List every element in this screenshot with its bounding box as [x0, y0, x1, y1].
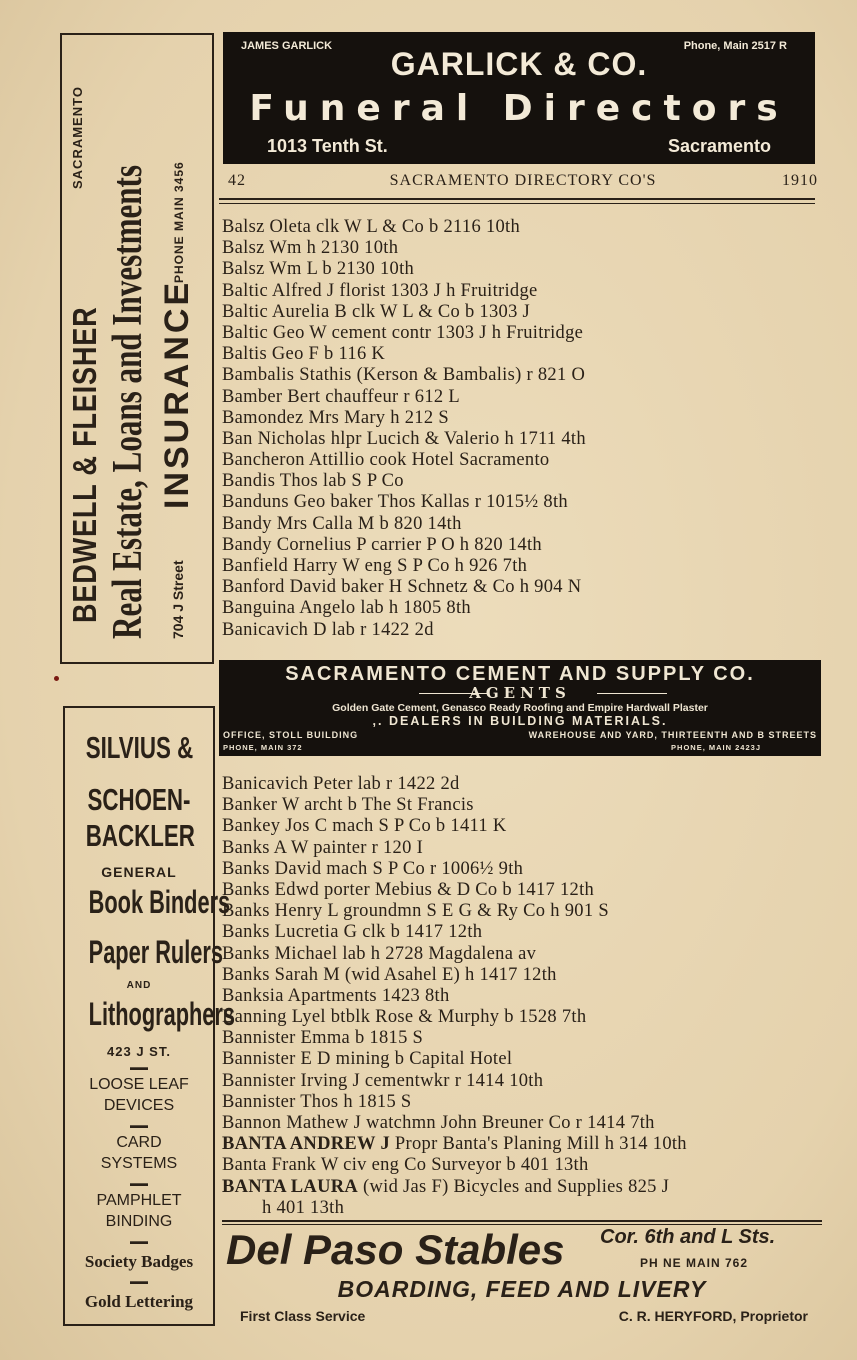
directory-entry: Banker W archt b The St Francis: [222, 795, 474, 816]
bedwell-title: BEDWELL & FLEISHER: [66, 306, 103, 623]
page-number: 42: [228, 172, 246, 189]
garlick-city: Sacramento: [667, 136, 771, 156]
sacramento-cement-ad: [219, 660, 821, 756]
silvius-book-binders: Book Binders: [88, 884, 231, 920]
page-year: 1910: [782, 172, 818, 189]
bedwell-phone: PHONE MAIN 3456: [172, 160, 186, 283]
silvius-name-1: SILVIUS &: [85, 730, 194, 765]
silvius-divider: ▬▬: [130, 1062, 148, 1072]
bedwell-subtitle: Real Estate, Loans and Investments: [105, 164, 151, 639]
silvius-divider: ▬▬: [130, 1236, 148, 1246]
page-title: SACRAMENTO DIRECTORY CO'S: [389, 172, 657, 189]
directory-entry: Bambalis Stathis (Kerson & Bambalis) r 821 O: [222, 365, 586, 386]
silvius-service-4: Society Badges: [84, 1252, 194, 1271]
directory-entry: Baltic Alfred J florist 1303 J h Fruitridge: [222, 280, 538, 301]
directory-entry: Bannister Emma b 1815 S: [222, 1028, 424, 1049]
silvius-address: 423 J ST.: [107, 1044, 171, 1059]
delpaso-phone: PH NE MAIN 762: [640, 1256, 749, 1270]
delpaso-name: Del Paso Stables: [226, 1226, 565, 1273]
bedwell-fleisher-ad: [60, 33, 214, 664]
cement-brands: Golden Gate Cement, Genasco Ready Roofing and Empire Hardwall Plaster: [332, 702, 708, 714]
silvius-service-3b: BINDING: [105, 1213, 173, 1230]
silvius-name-3: BACKLER: [85, 818, 195, 853]
silvius-service-2b: SYSTEMS: [100, 1155, 178, 1172]
delpaso-service: First Class Service: [240, 1308, 366, 1324]
directory-entry: Bannon Mathew J watchmn John Breuner Co r 1414 7th: [222, 1113, 655, 1133]
directory-entry-bold: [222, 1177, 822, 1198]
directory-entry: Baltis Geo F b 116 K: [222, 344, 386, 365]
directory-entry: Banford David baker H Schnetz & Co h 904 N: [222, 577, 582, 598]
directory-entry-bold: [222, 1134, 822, 1155]
cement-dealers: ,. DEALERS IN BUILDING MATERIALS.: [372, 714, 668, 728]
garlick-phone: Phone, Main 2517 R: [683, 40, 787, 52]
silvius-name-2: SCHOEN-: [87, 782, 191, 817]
delpaso-corner: Cor. 6th and L Sts.: [600, 1226, 776, 1248]
directory-entry: Banks David mach S P Co r 1006½ 9th: [222, 858, 524, 879]
entry-detail: (wid Jas F) Bicycles and Supplies 825 J: [358, 1176, 670, 1197]
garlick-funeral-ad: [223, 32, 815, 164]
listings-bottom: [222, 774, 822, 1219]
silvius-divider: ▬▬: [130, 1120, 148, 1130]
entry-detail: Propr Banta's Planing Mill h 314 10th: [390, 1134, 687, 1155]
directory-entry: Banning Lyel btblk Rose & Murphy b 1528 7th: [222, 1007, 587, 1028]
directory-entry: Balsz Wm h 2130 10th: [222, 238, 399, 259]
garlick-tagline: Funeral Directors: [249, 88, 789, 129]
directory-entry: Banks Henry L groundmn S E G & Ry Co h 901 S: [222, 901, 609, 922]
directory-entry: Banksia Apartments 1423 8th: [222, 985, 450, 1006]
silvius-paper-rulers: Paper Rulers: [88, 934, 223, 970]
delpaso-top-rule: [222, 1220, 822, 1222]
silvius-lithographers: Lithographers: [88, 996, 235, 1032]
silvius-service-1a: LOOSE LEAF: [89, 1076, 189, 1093]
directory-entry: Banks Edwd porter Mebius & D Co b 1417 12th: [222, 879, 595, 900]
silvius-service-1b: DEVICES: [103, 1097, 175, 1114]
delpaso-tagline: BOARDING, FEED AND LIVERY: [337, 1276, 707, 1302]
directory-entry: Balsz Wm L b 2130 10th: [222, 259, 415, 280]
directory-entry: Banks Lucretia G clk b 1417 12th: [222, 922, 483, 943]
silvius-divider: ▬▬: [130, 1178, 148, 1188]
garlick-name: GARLICK & CO.: [390, 46, 648, 82]
silvius-and: AND: [126, 980, 152, 991]
directory-entry: Bandy Mrs Calla M b 820 14th: [222, 513, 462, 534]
ink-speck: [54, 676, 59, 681]
bedwell-address: 704 J Street: [170, 559, 186, 639]
directory-entry: Banicavich D lab r 1422 2d: [222, 619, 434, 640]
silvius-service-5: Gold Lettering: [84, 1292, 194, 1311]
directory-entry: Banks Sarah M (wid Asahel E) h 1417 12th: [222, 964, 557, 985]
delpaso-owner: C. R. HERYFORD, Proprietor: [618, 1308, 808, 1324]
listings-top: [222, 217, 822, 641]
directory-entry: Banfield Harry W eng S P Co h 926 7th: [222, 556, 528, 576]
silvius-divider: ▬▬: [130, 1276, 148, 1286]
garlick-address: 1013 Tenth St.: [267, 136, 388, 156]
running-header: [228, 172, 818, 196]
silvius-service-2a: CARD: [116, 1134, 162, 1151]
directory-entry: Bannister E D mining b Capital Hotel: [222, 1049, 513, 1070]
directory-entry: Bannister Thos h 1815 S: [222, 1091, 412, 1112]
del-paso-stables-ad: [222, 1218, 822, 1333]
directory-entry: Bancheron Attillio cook Hotel Sacramento: [222, 450, 550, 471]
directory-entry: Banks Michael lab h 2728 Magdalena av: [222, 943, 537, 964]
delpaso-top-rule-thin: [222, 1224, 822, 1225]
directory-entry: Banduns Geo baker Thos Kallas r 1015½ 8th: [222, 492, 568, 513]
directory-entry: Bandis Thos lab S P Co: [222, 471, 404, 492]
directory-entry: Banks A W painter r 120 I: [222, 837, 424, 858]
directory-entry: Ban Nicholas hlpr Lucich & Valerio h 1711 4th: [222, 428, 586, 449]
directory-entry-continued: h 401 13th: [262, 1197, 345, 1218]
bedwell-insurance: INSURANCE: [158, 279, 196, 509]
directory-entry: Baltic Aurelia B clk W L & Co b 1303 J: [222, 301, 531, 322]
entry-name: BANTA ANDREW J: [222, 1134, 390, 1155]
directory-entry: Banguina Angelo lab h 1805 8th: [222, 598, 471, 619]
cement-agents: AGENTS: [469, 684, 571, 702]
cement-office: OFFICE, STOLL BUILDING: [223, 730, 359, 740]
silvius-general: GENERAL: [101, 864, 177, 880]
cement-name: SACRAMENTO CEMENT AND SUPPLY CO.: [285, 663, 755, 685]
header-rule-thin: [219, 203, 815, 204]
bedwell-city: SACRAMENTO: [70, 85, 85, 189]
cement-phone-office: PHONE, MAIN 372: [223, 743, 303, 752]
cement-warehouse: WAREHOUSE AND YARD, THIRTEENTH AND B STREETS: [528, 730, 817, 740]
directory-entry: Bankey Jos C mach S P Co b 1411 K: [222, 816, 507, 837]
directory-entry: Bannister Irving J cementwkr r 1414 10th: [222, 1070, 544, 1091]
directory-entry: Bandy Cornelius P carrier P O h 820 14th: [222, 534, 542, 555]
directory-entry: Baltic Geo W cement contr 1303 J h Fruitridge: [222, 322, 584, 343]
directory-entry: Banicavich Peter lab r 1422 2d: [222, 774, 460, 794]
directory-entry: Balsz Oleta clk W L & Co b 2116 10th: [222, 217, 521, 237]
directory-entry: Bamondez Mrs Mary h 212 S: [222, 407, 449, 428]
header-rule: [219, 198, 815, 200]
cement-phone-warehouse: PHONE, MAIN 2423J: [671, 743, 761, 752]
garlick-owner: JAMES GARLICK: [241, 40, 333, 52]
directory-entry: Banta Frank W civ eng Co Surveyor b 401 13th: [222, 1155, 589, 1176]
entry-name: BANTA LAURA: [222, 1176, 359, 1197]
silvius-service-3a: PAMPHLET: [96, 1192, 182, 1209]
directory-entry: Bamber Bert chauffeur r 612 L: [222, 386, 460, 407]
silvius-schoenbackler-ad: [63, 706, 235, 1326]
